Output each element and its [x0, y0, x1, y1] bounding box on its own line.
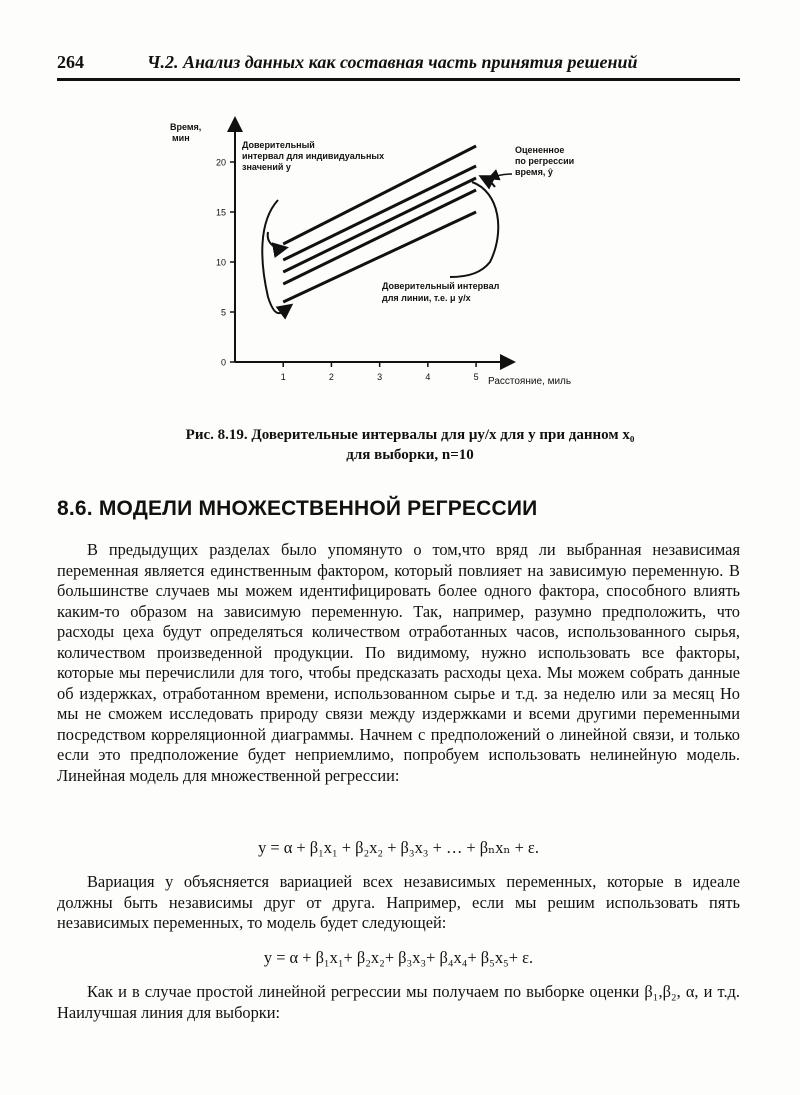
- estimated-label-1: Оцененное: [515, 145, 565, 155]
- y-tick-label: 20: [215, 157, 226, 168]
- line-interval-label-2: для линии, т.е. μ y/x: [382, 293, 471, 303]
- estimated-label-3: время, ŷ: [515, 167, 553, 177]
- y-tick-label: 10: [215, 257, 226, 268]
- individual-interval-label-3: значений y: [242, 162, 291, 172]
- paragraph-3: Как и в случае простой линейной регрессии мы получаем по выборке оценки β₁,β₂, α, и т.д. Наилучшая линия для выборки:: [57, 982, 740, 1022]
- y-axis-label-2: мин: [172, 133, 190, 143]
- individual-interval-bracket: [262, 200, 290, 313]
- estimated-arrow: [490, 174, 512, 178]
- series-line-upper-confidence-bound: [283, 166, 476, 260]
- section-heading: 8.6. МОДЕЛИ МНОЖЕСТВЕННОЙ РЕГРЕССИИ: [57, 497, 538, 520]
- individual-interval-label-1: Доверительный: [242, 140, 315, 150]
- formula-2: y = α + β₁x₁+ β₂x₂+ β₃x₃+ β₄x₄+ β₅x₅+ ε.: [263, 948, 534, 967]
- line-interval-arrow-upper: [482, 177, 495, 187]
- x-tick-label: 2: [328, 372, 334, 382]
- x-tick-label: 5: [473, 372, 479, 382]
- x-tick-label: 4: [425, 372, 431, 382]
- figure-caption-line-1: Рис. 8.19. Доверительные интервалы для μy/x для y при данном x₀: [185, 427, 635, 443]
- figure-caption-line-2: для выборки, n=10: [346, 447, 474, 463]
- y-tick-label: 15: [215, 207, 226, 218]
- page-header: [57, 50, 740, 81]
- y-tick-label: 5: [220, 307, 226, 318]
- x-axis-label: Расстояние, миль: [488, 376, 572, 387]
- y-axis-label-1: Время,: [170, 122, 202, 132]
- individual-interval-label-2: интервал для индивидуальных: [242, 151, 385, 161]
- series-line-lower-confidence-bound: [283, 190, 476, 284]
- y-tick-label: 0: [220, 357, 226, 368]
- formula-1: y = α + β₁x₁ + β₂x₂ + β₃x₃ + … + βₙxₙ + ε.: [258, 838, 539, 857]
- paragraph-1: В предыдущих разделах было упомянуто о том,что вряд ли выбранная независимая переменная является единственным фактором, который повлияет на зависимую переменную. В большинстве случаев мы можем идентифицировать более одного фактора, способного влиять каким-то образом на зависимую переменную. Так, например, разумно предположить, что расходы цеха будут определяться количеством отработанных часов, использованного сырья, количеством произведенной продукции. По видимому, нужно использовать все факторы, которые мы перечислили для того, чтобы предсказать расходы цеха. Мы можем собрать данные об издержках, отработанном времени, использованном сырье и т.д. за неделю или за месяц Но мы не сможем исследовать природу связи между издержками и всеми другими переменными посредством корреляционной диаграммы. Начнем с предположений о линейной связи, и только если это предположение будет неприемлимо, попробуем использовать нелинейную модель. Линейная модель для множественной регрессии:: [57, 540, 740, 785]
- paragraph-2: Вариация y объясняется вариацией всех независимых переменных, которые в идеале должны быть независимы друг от друга. Например, если мы решим использовать пять независимых переменных, то модель будет следующей:: [57, 872, 740, 932]
- figure-caption: [100, 425, 720, 465]
- x-tick-label: 1: [280, 372, 286, 382]
- page-number: 264: [57, 52, 84, 72]
- line-interval-bracket: [450, 182, 498, 277]
- running-title: Ч.2. Анализ данных как составная часть принятия решений: [147, 52, 638, 72]
- estimated-label-2: по регрессии: [515, 156, 575, 166]
- regression-figure: [150, 112, 630, 392]
- line-interval-label-1: Доверительный интервал: [382, 281, 500, 291]
- individual-interval-bracket-upper: [268, 232, 285, 248]
- x-tick-label: 3: [377, 372, 383, 382]
